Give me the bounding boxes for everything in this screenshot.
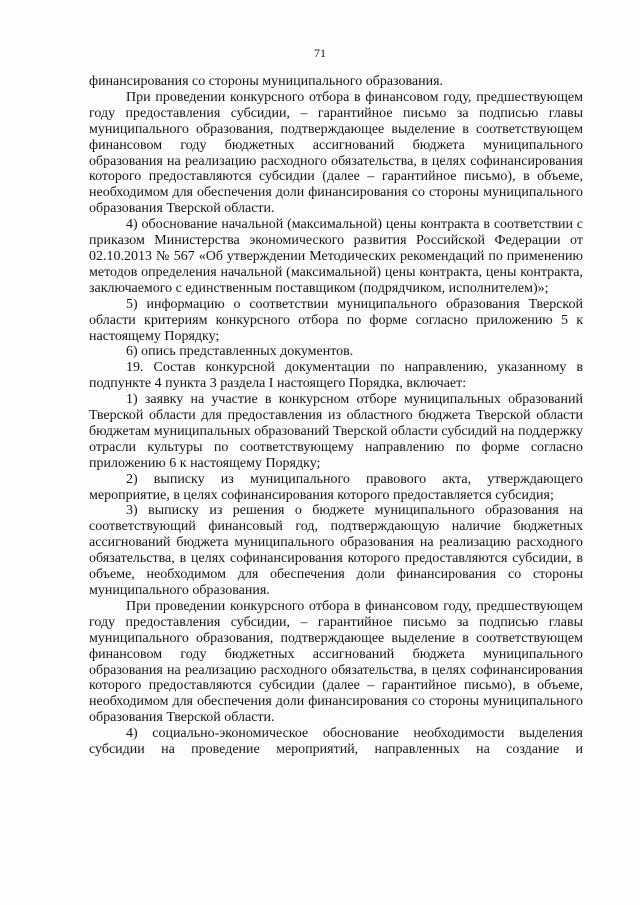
paragraph: При проведении конкурсного отбора в финансовом году, предшествующем году предоставления субсидии, – гарантийное письмо за подписью главы муниципального образования, подтверждающее выделение в соответствующем финансовом году бюджетных ассигнований бюджета муниципального образования на реализацию расходного обязательства, в целях софинансирования которого предоставляются субсидии (далее – гарантийное письмо), в объеме, необходимом для обеспечения доли финансирования со стороны муниципального образования Тверской области. (89, 89, 583, 217)
paragraph: 5) информацию о соответствии муниципального образования Тверской области критериям конкурсного отбора по форме согласно приложению 5 к настоящему Порядку; (89, 296, 583, 344)
paragraph: 4) социально-экономическое обоснование необходимости выделения субсидии на проведение мероприятий, направленных на создание и (89, 726, 583, 758)
paragraph: При проведении конкурсного отбора в финансовом году, предшествующем году предоставления субсидии, – гарантийное письмо за подписью главы муниципального образования, подтверждающее выделение в соответствующем финансовом году бюджетных ассигнований бюджета муниципального образования на реализацию расходного обязательства, в целях софинансирования которого предоставляются субсидии (далее – гарантийное письмо), в объеме, необходимом для обеспечения доли финансирования со стороны муниципального образования Тверской области. (89, 598, 583, 726)
paragraph: 4) обоснование начальной (максимальной) цены контракта в соответствии с приказом Министерства экономического развития Российской Федерации от 02.10.2013 № 567 «Об утверждении Методических рекомендаций по применению методов определения начальной (максимальной) цены контракта, цены контракта, заключаемого с единственным поставщиком (подрядчиком, исполнителем)»; (89, 217, 583, 296)
paragraph: финансирования со стороны муниципального образования. (89, 74, 444, 89)
document-body (89, 74, 583, 758)
page-number: 71 (314, 46, 326, 60)
paragraph: 19. Состав конкурсной документации по направлению, указанному в подпункте 4 пункта 3 раздела I настоящего Порядка, включает: (89, 360, 583, 392)
paragraph: 6) опись представленных документов. (126, 344, 354, 360)
paragraph: 1) заявку на участие в конкурсном отборе муниципальных образований Тверской области для предоставления из областного бюджета Тверской области бюджетам муниципальных образований Тверской области субсидий на поддержку отрасли культуры по соответствующему направлению по форме согласно приложению 6 к настоящему Порядку; (89, 392, 583, 471)
paragraph: 2) выписку из муниципального правового акта, утверждающего мероприятие, в целях софинансирования которого предоставляется субсидия; (89, 471, 583, 503)
paragraph: 3) выписку из решения о бюджете муниципального образования на соответствующий финансовый год, подтверждающую наличие бюджетных ассигнований бюджета муниципального образования на реализацию расходного обязательства, в целях софинансирования которого предоставляются субсидии, в объеме, необходимом для обеспечения доли финансирования со стороны муниципального образования. (89, 503, 583, 598)
